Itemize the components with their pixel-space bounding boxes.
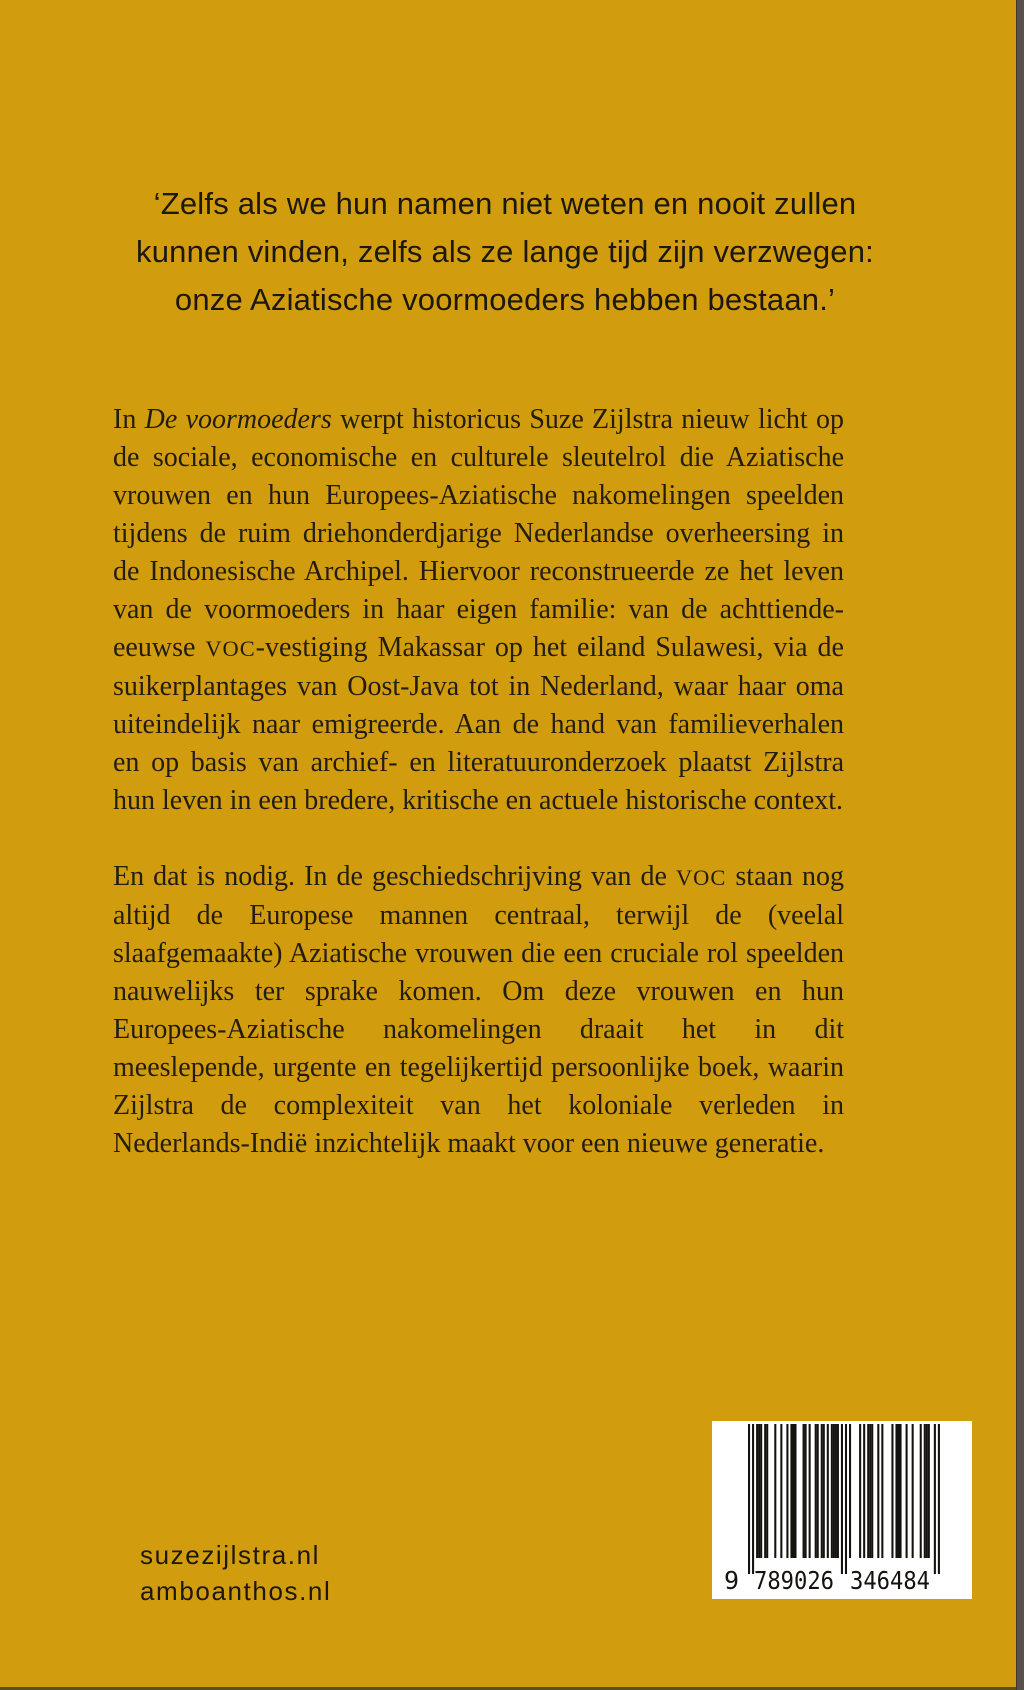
synopsis-paragraph: En dat is nodig. In de geschiedschrijving van de VOC staan nog altijd de Europese mannen centraal, terwijl de (veelal slaafgemaakte) Aziatische vrouwen die een cruciale rol speelden nauwelijks ter sprake komen. Om deze vrouwen en hun Europees-Aziatische nakomelingen draait het in dit meeslepende, urgente en tegelijkertijd persoonlijke boek, waarin Zijlstra de complexiteit van het koloniale verleden in Nederlands-Indië inzichtelijk maakt voor een nieuwe generatie.	[113, 861, 844, 1159]
synopsis	[113, 401, 844, 1163]
svg-text:789026: 789026	[754, 1566, 834, 1595]
barcode-panel	[712, 1421, 972, 1599]
svg-text:9: 9	[724, 1566, 740, 1595]
svg-text:346484: 346484	[850, 1566, 930, 1595]
website-url: amboanthos.nl	[140, 1576, 332, 1606]
quote-line: onze Aziatische voormoeders hebben bestaan.’	[174, 282, 836, 317]
quote-line: kunnen vinden, zelfs als ze lange tijd zijn verzwegen:	[136, 234, 874, 269]
quote-block	[48, 180, 962, 324]
barcode-svg	[712, 1421, 972, 1599]
synopsis-paragraph: In De voormoeders werpt historicus Suze Zijlstra nieuw licht op de sociale, economische en culturele sleutelrol die Aziatische vrouwen en hun Europees-Aziatische nakomelingen speelden tijdens de ruim driehonderdjarige Nederlandse overheersing in de Indonesische Archipel. Hiervoor reconstrueerde ze het leven van de voormoeders in haar eigen familie: van de achttiende-eeuwse VOC-vestiging Makassar op het eiland Sulawesi, via de suikerplantages van Oost-Java tot in Nederland, waar haar oma uiteindelijk naar emigreerde. Aan de hand van familieverhalen en op basis van archief- en literatuuronderzoek plaatst Zijlstra hun leven in een bredere, kritische en actuele historische context.	[113, 404, 845, 816]
page-edge-shadow	[1016, 0, 1024, 1690]
quote-line: ‘Zelfs als we hun namen niet weten en nooit zullen	[153, 186, 857, 221]
website-url: suzezijlstra.nl	[140, 1540, 321, 1570]
footer-websites	[140, 1537, 331, 1609]
